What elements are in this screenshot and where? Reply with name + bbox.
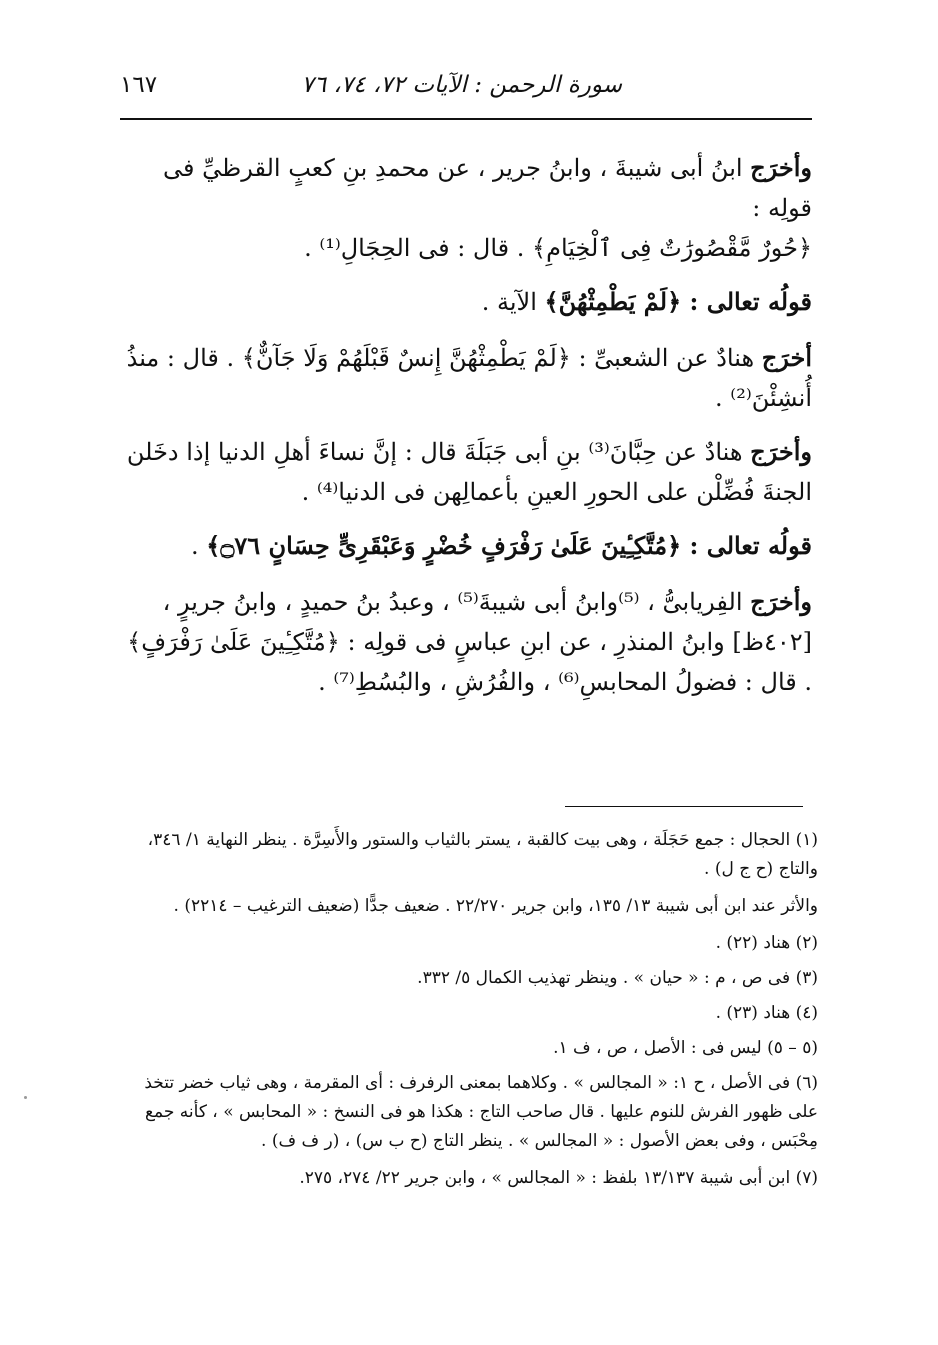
margin-speck [24, 1096, 27, 1099]
footnote-1-continued: والأثر عند ابن أبى شيبة ١٣/ ١٣٥، وابن جرير ٢٢/٢٧٠ . ضعيف جدًّا (ضعيف الترغيب – ٢٢١٤) . [173, 896, 818, 916]
verse-heading-1 [120, 282, 812, 322]
quran-verse: ﴿لَمْ يَطْمِثْهُنَّ إِنسٌ قَبْلَهُمْ وَلَا جَآنٌّ﴾ [241, 344, 571, 372]
heading-lead: قولُه تعالى : [689, 287, 812, 316]
quran-verse: ﴿مُتَّكِـِٔينَ عَلَىٰ رَفْرَفٍ خُضْرٍ وَعَبْقَرِىٍّ حِسَانٍ ۝٧٦﴾ [206, 531, 690, 560]
running-header [120, 72, 812, 112]
verse-heading-2 [120, 526, 812, 566]
paragraph-text: . قال : فى الحِجَالِ⁽¹⁾ . [304, 234, 533, 262]
paragraph-3 [120, 432, 812, 512]
footnote-6: (٦) فى الأصل ، ح ١: « المجالس » . وكلاهما بمعنى الرفرف : أى المقرمة ، وهى ثياب خضر تتخذ على ظهور الفرش للنوم عليها . قال صاحب التاج : هكذا هو فى النسخ : « المحابس » ، كأنه جمع مِحْبَس ، وفى بعض الأصول : « المجالس » . ينظر التاج (ح ب س) ، (ر ف ف) . [144, 1073, 818, 1151]
heading-lead: قولُه تعالى : [689, 531, 812, 560]
paragraph-text: . قال : منذُ أُنشِئْنَ⁽²⁾ . [126, 344, 812, 412]
page-number: ١٦٧ [120, 72, 158, 98]
main-text [120, 148, 812, 716]
paragraph-lead: وأخرَج [750, 437, 812, 466]
footnote-5: (٥ – ٥) ليس فى : الأصل ، ص ، ف ١. [553, 1038, 818, 1058]
paragraph-lead: وأخرَج [750, 153, 812, 182]
paragraph-1 [120, 148, 812, 268]
footnote-7: (٧) ابن أبى شيبة ١٣/١٣٧ بلفظ : « المجالس » ، وابن جرير ٢٢/ ٢٧٤، ٢٧٥. [299, 1168, 818, 1188]
paragraph-lead: أخرَج [761, 343, 812, 372]
paragraph-text: الفِريابىُّ ، ⁽⁵⁾وابنُ أبى شيبةَ⁽⁵⁾ ، وعبدُ بنُ حميدٍ ، وابنُ جريرٍ ، [٤٠٢ظ] وابنُ المنذرِ ، عن ابنِ عباسٍ فى قولِه : [162, 588, 812, 656]
footnotes [118, 826, 818, 1201]
paragraph-2 [120, 338, 812, 418]
heading-tail: الآية . [481, 288, 545, 316]
paragraph-text: هنادٌ عن الشعبىِّ : [570, 344, 762, 372]
header-rule [120, 118, 812, 120]
quran-verse: ﴿لَمْ يَطْمِثْهُنَّ﴾ [544, 287, 690, 316]
paragraph-lead: وأخرَج [750, 587, 812, 616]
quran-verse: ﴿مُتَّكِـِٔينَ عَلَىٰ رَفْرَفٍ﴾ [127, 628, 340, 656]
paragraph-text: ابنُ أبى شيبةَ ، وابنُ جرير ، عن محمدِ بنِ كعبٍ القرظيِّ فى قولِه : [162, 154, 812, 222]
paragraph-text: . قال : فضولُ المحابسِ⁽⁶⁾ ، والفُرُشِ ، والبُسُطِ⁽⁷⁾ . [318, 668, 812, 696]
header-title: سورة الرحمن : الآيات ٧٢، ٧٤، ٧٦ [301, 72, 622, 98]
paragraph-text: هنادٌ عن حِبَّانَ⁽³⁾ بنِ أبى جَبَلَةَ قال : إنَّ نساءَ أهلِ الدنيا إذا دخَلن الجنةَ فُضِّلْن على الحورِ العينِ بأعمالِهن فى الدنيا⁽⁴⁾ . [126, 438, 812, 506]
footnote-3: (٣) فى ص ، م : « حيان » . وينظر تهذيب الكمال ٥/ ٣٣٢. [417, 968, 818, 988]
heading-tail: . [191, 532, 207, 560]
footnote-rule [565, 806, 803, 807]
footnote-1: (١) الحجال : جمع حَجَلَة ، وهى بيت كالقبة ، يستر بالثياب والستور والأَسِرَّة . ينظر النهاية ١/ ٣٤٦، والتاج (ح ج ل) . [147, 830, 818, 879]
quran-verse: ﴿حُورٌ مَّقْصُورَٰتٌ فِى ٱلْخِيَامِ﴾ [532, 234, 812, 262]
footnote-4: (٤) هناد (٢٣) . [715, 1003, 818, 1023]
paragraph-4 [120, 582, 812, 702]
footnote-2: (٢) هناد (٢٢) . [715, 933, 818, 953]
